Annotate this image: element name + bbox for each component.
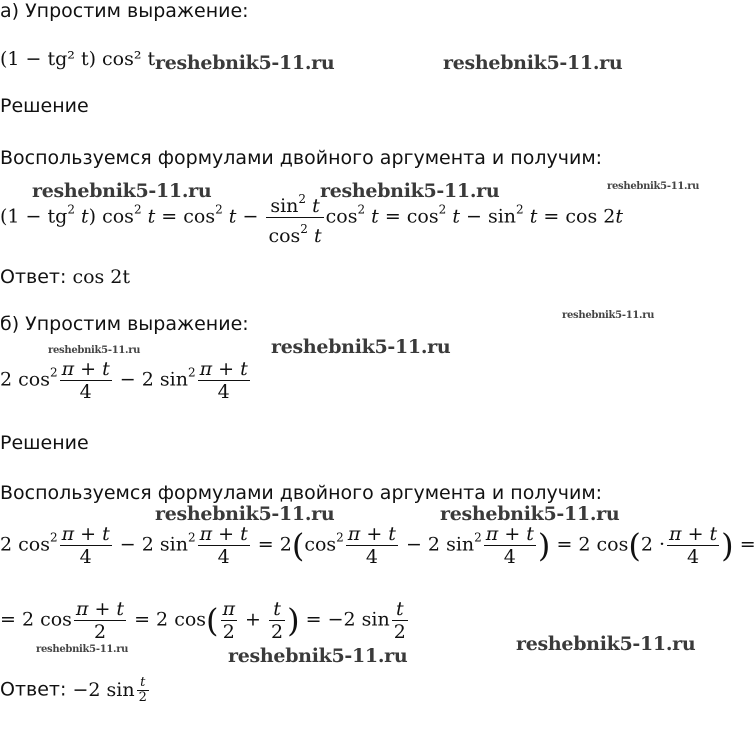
part-b-answer-row [0, 676, 151, 705]
watermark: reshebnik5-11.ru [32, 180, 212, 202]
watermark: reshebnik5-11.ru [155, 52, 335, 74]
part-a-method-text: Воспользуемся формулами двойного аргумента и получим: [0, 147, 603, 169]
part-b-solution-label: Решение [0, 432, 89, 454]
part-a-derivation: ($1 - tg^2$ t) $\cos^2 t = \cos^2 t$ − $\frac{\sin^2 t}{\cos^2 t}$ $\cos^2 t = \cos^2 t - \sin^2 t = \cos 2t$ [0, 188, 623, 247]
part-b-derivation-line1: 2 $\cos^2$ $\frac{\pi + t}{4}$ − 2 $\sin^2$ $\frac{\pi + t}{4}$ = $2(\cos^2$ $\frac{\pi + t}{4}$ − 2 $\sin^2$ $\frac{\pi + t}{4}$ ) = 2 cos(2 · $\frac{\pi + t}{4}$ ) = [0, 523, 756, 568]
part-a-expression: (1 − tg² t) cos² t [0, 48, 156, 70]
part-a-answer-label: Ответ: [0, 266, 67, 288]
watermark: reshebnik5-11.ru [562, 310, 655, 321]
watermark: reshebnik5-11.ru [440, 503, 620, 525]
watermark: reshebnik5-11.ru [443, 52, 623, 74]
watermark: reshebnik5-11.ru [228, 645, 408, 667]
watermark: reshebnik5-11.ru [155, 503, 335, 525]
watermark: reshebnik5-11.ru [48, 345, 141, 356]
part-b-answer-label: Ответ: [0, 678, 67, 701]
watermark: reshebnik5-11.ru [607, 181, 700, 192]
part-b-expression: 2 $\cos^2$ $\frac{\pi + t}{4}$ − 2 $\sin^2$ $\frac{\pi + t}{4}$ [0, 358, 248, 403]
part-b-answer-value: −2 sin $\frac{t}{2}$ [72, 675, 147, 705]
part-a-answer-value: cos 2t [72, 266, 131, 288]
part-a-heading: а) Упростим выражение: [0, 0, 249, 22]
part-a-answer-row [0, 266, 130, 288]
watermark: reshebnik5-11.ru [320, 180, 500, 202]
watermark: reshebnik5-11.ru [271, 336, 451, 358]
part-b-derivation-line2: = 2 cos $\frac{\pi + t}{2}$ = 2 cos( $\frac{\pi}{2}$ + $\frac{t}{2}$ ) = −2 sin $\frac{t}{2}$ [0, 598, 406, 643]
watermark: reshebnik5-11.ru [516, 633, 696, 655]
part-b-method-text: Воспользуемся формулами двойного аргумента и получим: [0, 482, 603, 504]
part-b-heading: б) Упростим выражение: [0, 313, 249, 335]
part-a-solution-label: Решение [0, 95, 89, 117]
watermark: reshebnik5-11.ru [36, 644, 129, 655]
